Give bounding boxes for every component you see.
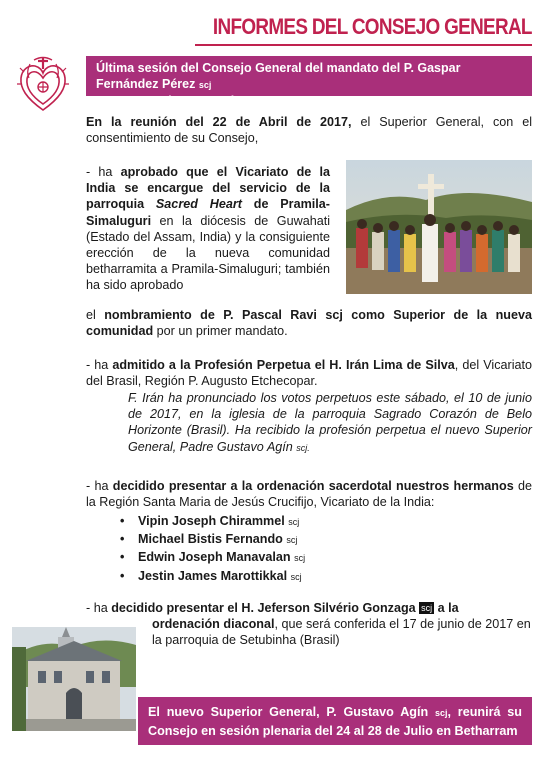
list-item: • Vipin Joseph Chirammel scj: [120, 513, 305, 531]
diaconate-paragraph: - ha decidido presentar el H. Jeferson Silvério Gonzaga scj a la: [86, 601, 459, 615]
diaconate-paragraph-cont: ordenación diaconal, que será conferida el 17 de junio de 2017 en la parroquia de Setubinha (Brasil): [152, 617, 531, 648]
profession-quote: F. Irán ha pronunciado los votos perpetuos este sábado, el 10 de junio de 2017, en la iglesia de la parroquia Sagrado Corazón de Belo Horizonte (Brasil). Ha recibido la profesión perpetua el nuevo Superior General, Padre Gustavo Agín scj.: [128, 391, 532, 454]
ordination-names-list: [120, 513, 305, 586]
banner-text: Última sesión del Consejo General del mandato del P. Gaspar Fernández Pérez: [96, 61, 461, 91]
procession-photo: [346, 160, 532, 294]
list-item: • Michael Bistis Fernando scj: [120, 531, 305, 549]
vicariate-paragraph-cont: el nombramiento de P. Pascal Ravi scj como Superior de la nueva comunidad por un primer mandato.: [86, 308, 532, 339]
list-item: • Jestin James Marottikkal scj: [120, 568, 305, 586]
banner-scj: scj: [198, 80, 212, 90]
next-meeting-banner: El nuevo Superior General, P. Gustavo Agín scj, reunirá su Consejo en sesión plenaria del 24 al 28 de Julio en Betharram: [138, 697, 532, 745]
page-title: INFORMES DEL CONSEJO GENERAL: [213, 14, 532, 39]
betharram-sanctuary-photo: [12, 627, 136, 731]
vicariate-paragraph: - ha aprobado que el Vicariato de la India se encargue del servicio de la parroquia Sacred Heart de Pramila-Simaluguri en la diócesis de Guwahati (Estado del Assam, India) y la consiguiente erección de la nueva comunidad betharramita a Pramila-Simaluguri; también ha sido aprobado: [86, 165, 330, 293]
banner-text-2: como Superior General: [96, 94, 235, 108]
title-underline: [195, 44, 532, 46]
profession-paragraph: - ha admitido a la Profesión Perpetua el H. Irán Lima de Silva, del Vicariato del Brasil, Región P. Augusto Etchecopar.: [86, 358, 532, 389]
intro-paragraph: En la reunión del 22 de Abril de 2017, el Superior General, con el consentimiento de su Consejo,: [86, 115, 533, 146]
scj-badge: scj: [421, 603, 433, 613]
list-item: • Edwin Joseph Manavalan scj: [120, 549, 305, 567]
sacred-heart-logo-icon: [16, 56, 70, 114]
ordination-paragraph: - ha decidido presentar a la ordenación sacerdotal nuestros hermanos de la Región Santa Maria de Jesús Crucifijo, Vicariato de la India:: [86, 479, 532, 510]
session-banner: [86, 56, 532, 108]
